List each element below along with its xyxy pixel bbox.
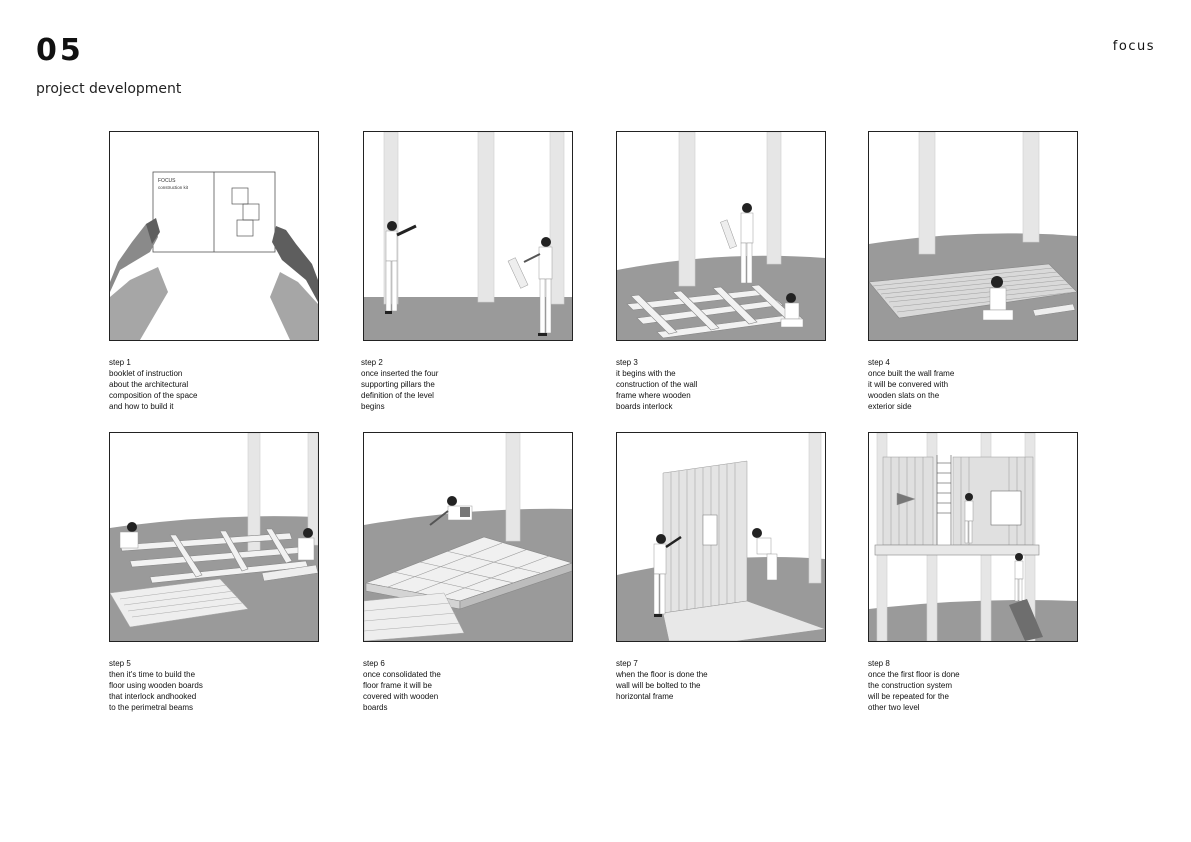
pillars-illustration — [364, 132, 572, 340]
step-7-caption — [616, 658, 766, 702]
pillar — [679, 132, 695, 286]
caption-line: when the floor is done the — [616, 670, 708, 679]
step-5-illustration — [109, 432, 319, 642]
caption-line: the construction system — [868, 681, 953, 690]
step-2-illustration — [363, 131, 573, 341]
caption-line: wall will be bolted to the — [616, 681, 701, 690]
step-3-illustration — [616, 131, 826, 341]
caption-line: floor using wooden boards — [109, 681, 203, 690]
step-label: step 5 — [109, 659, 131, 668]
caption-line: boards interlock — [616, 402, 673, 411]
floor-covering-illustration — [364, 433, 572, 641]
caption-line: it will be convered with — [868, 380, 949, 389]
step-4-caption — [868, 357, 1018, 412]
caption-line: definition of the level — [361, 391, 434, 400]
pillar — [308, 433, 318, 545]
wall-frame-illustration — [617, 132, 825, 340]
caption-line: to the perimetral beams — [109, 703, 194, 712]
step-6-caption — [363, 658, 513, 713]
caption-line: begins — [361, 402, 385, 411]
brand-logo: focus — [1112, 39, 1155, 54]
step-8-caption — [868, 658, 1018, 713]
caption-line: wooden slats on the — [868, 391, 940, 400]
upper-walls — [883, 457, 1033, 545]
pillar — [767, 132, 781, 264]
step-5-caption — [109, 658, 259, 713]
caption-line: once consolidated the — [363, 670, 441, 679]
booklet-subtitle: construction kit — [158, 185, 189, 190]
step-label: step 3 — [616, 358, 638, 367]
caption-line: it begins with the — [616, 369, 676, 378]
caption-line: boards — [363, 703, 388, 712]
wall-panel — [663, 461, 747, 613]
caption-line: that interlock andhooked — [109, 692, 197, 701]
caption-line: and how to build it — [109, 402, 174, 411]
caption-line: about the architectural — [109, 380, 189, 389]
caption-line: covered with wooden — [363, 692, 439, 701]
step-1-illustration — [109, 131, 319, 341]
caption-line: frame where wooden — [616, 391, 691, 400]
step-8-illustration — [868, 432, 1078, 642]
caption-line: then it's time to build the — [109, 670, 196, 679]
step-label: step 4 — [868, 358, 890, 367]
repeated-levels-illustration — [869, 433, 1077, 641]
pillar — [506, 433, 520, 541]
caption-line: horizontal frame — [616, 692, 674, 701]
caption-line: composition of the space — [109, 391, 198, 400]
page-number: 05 — [36, 33, 84, 68]
booklet-illustration — [110, 132, 318, 340]
floor-frame-illustration — [110, 433, 318, 641]
caption-line: construction of the wall — [616, 380, 698, 389]
caption-line: booklet of instruction — [109, 369, 183, 378]
pillar — [809, 433, 821, 583]
step-label: step 6 — [363, 659, 385, 668]
step-2-caption — [361, 357, 511, 412]
caption-line: other two level — [868, 703, 920, 712]
pillar — [919, 132, 935, 254]
step-7-illustration — [616, 432, 826, 642]
step-label: step 7 — [616, 659, 638, 668]
caption-line: once inserted the four — [361, 369, 439, 378]
booklet-title: FOCUS — [158, 178, 176, 184]
caption-line: once the first floor is done — [868, 670, 960, 679]
step-3-caption — [616, 357, 766, 412]
caption-line: exterior side — [868, 402, 912, 411]
page-title: project development — [36, 81, 182, 97]
pillar — [478, 132, 494, 302]
floor-slab — [875, 545, 1039, 555]
step-label: step 1 — [109, 358, 131, 367]
caption-line: will be repeated for the — [868, 692, 949, 701]
caption-line: floor frame it will be — [363, 681, 432, 690]
ground-floor — [869, 600, 1077, 641]
step-1-caption — [109, 357, 259, 412]
step-label: step 8 — [868, 659, 890, 668]
step-label: step 2 — [361, 358, 383, 367]
caption-line: supporting pillars the — [361, 380, 435, 389]
step-4-illustration — [868, 131, 1078, 341]
slats-illustration — [869, 132, 1077, 340]
wall-bolting-illustration — [617, 433, 825, 641]
step-6-illustration — [363, 432, 573, 642]
caption-line: once built the wall frame — [868, 369, 955, 378]
pillar — [1023, 132, 1039, 242]
